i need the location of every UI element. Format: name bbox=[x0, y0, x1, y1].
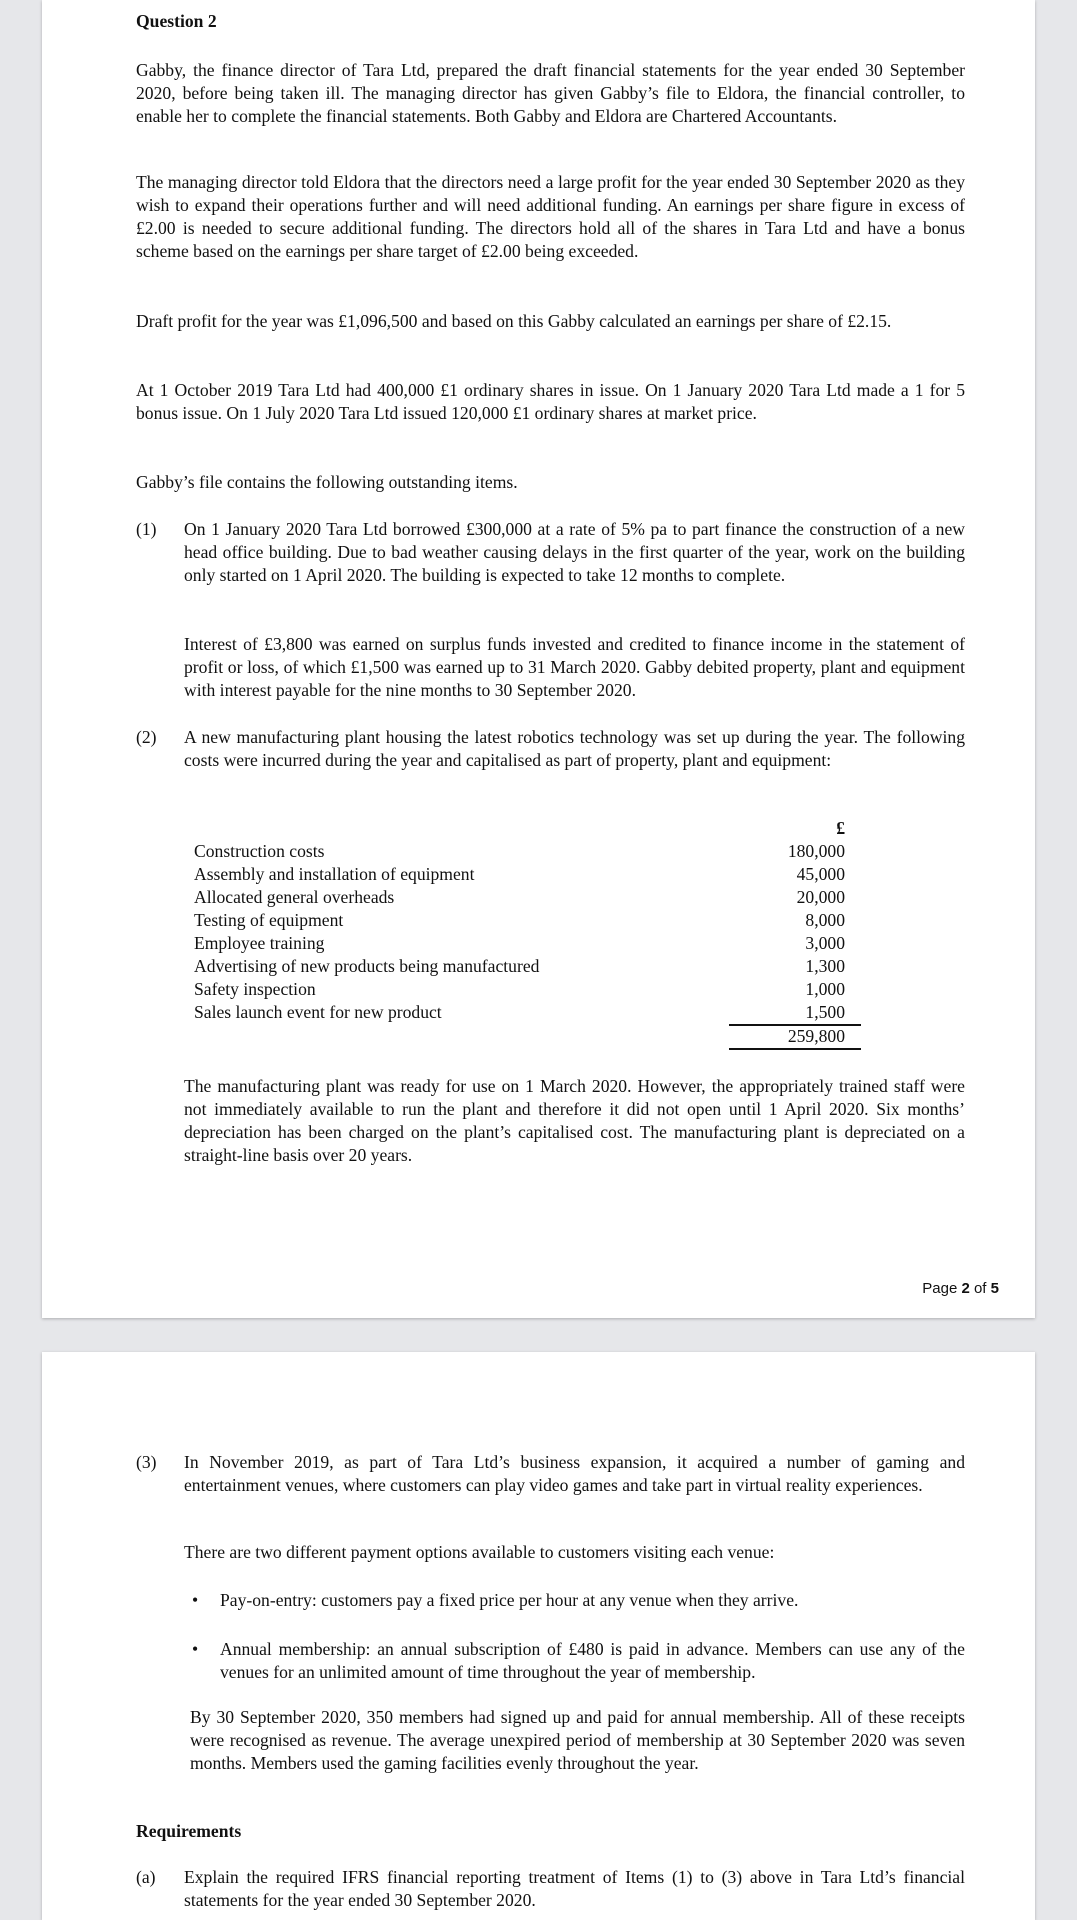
cost-value: 1,300 bbox=[805, 956, 845, 976]
item-1-paragraph-2: Interest of £3,800 was earned on surplus funds invested and credited to finance income in the statement of profit or loss, of which £1,500 was earned up to 31 March 2020. Gabby debited property, plant and equipment with interest payable for the nine months to 30 September 2020. bbox=[184, 634, 965, 700]
cost-table-currency-header: £ bbox=[836, 818, 845, 838]
item-3-paragraph-1: In November 2019, as part of Tara Ltd’s business expansion, it acquired a number of gaming and entertainment venues, where customers can play video games and take part in virtual reality experiences. bbox=[184, 1452, 965, 1495]
item-1-paragraph-1: On 1 January 2020 Tara Ltd borrowed £300,000 at a rate of 5% pa to part finance the construction of a new head office building. Due to bad weather causing delays in the first quarter of the year, work on the building only started on 1 April 2020. The building is expected to take 12 months to complete. bbox=[184, 519, 965, 585]
outstanding-items-intro: Gabby’s file contains the following outstanding items. bbox=[136, 472, 518, 492]
question-heading: Question 2 bbox=[136, 11, 217, 31]
cost-value: 1,000 bbox=[805, 979, 845, 999]
item-2-paragraph-2: The manufacturing plant was ready for use on 1 March 2020. However, the appropriately trained staff were not immediately available to run the plant and therefore it did not open until 1 April 2020. Six months’ depreciation has been charged on the plant’s capitalised cost. The manufacturing plant is depreciated on a straight-line basis over 20 years. bbox=[184, 1076, 965, 1165]
requirement-a-text: Explain the required IFRS financial reporting treatment of Items (1) to (3) above in Tara Ltd’s financial statements for the year ended 30 September 2020. bbox=[184, 1867, 965, 1910]
cost-label: Employee training bbox=[194, 933, 325, 953]
cost-label: Construction costs bbox=[194, 841, 325, 861]
cost-label: Advertising of new products being manufactured bbox=[194, 956, 540, 976]
cost-label: Assembly and installation of equipment bbox=[194, 864, 475, 884]
page-number: Page 2 of 5 bbox=[922, 1280, 999, 1297]
share-capital-paragraph: At 1 October 2019 Tara Ltd had 400,000 £1 ordinary shares in issue. On 1 January 2020 Tara Ltd made a 1 for 5 bonus issue. On 1 July 2020 Tara Ltd issued 120,000 £1 ordinary shares at market price. bbox=[136, 380, 965, 423]
cost-label: Allocated general overheads bbox=[194, 887, 395, 907]
requirements-heading: Requirements bbox=[136, 1821, 242, 1841]
cost-label: Sales launch event for new product bbox=[194, 1002, 442, 1022]
cost-value: 180,000 bbox=[787, 841, 845, 861]
bullet-item: Annual membership: an annual subscription of £480 is paid in advance. Members can use any of the venues for an unlimited amount of time throughout the year of membership. bbox=[220, 1639, 965, 1682]
cost-value: 3,000 bbox=[805, 933, 845, 953]
item-3-number: (3) bbox=[136, 1452, 157, 1472]
total-bottom-rule bbox=[729, 1048, 861, 1050]
funding-paragraph: The managing director told Eldora that the directors need a large profit for the year ended 30 September 2020 as they wish to expand their operations further and will need additional funding. An earnings per share figure in excess of £2.00 is needed to secure additional funding. The directors hold all of the shares in Tara Ltd and have a bonus scheme based on the earnings per share target of £2.00 being exceeded. bbox=[136, 172, 965, 261]
item-1-number: (1) bbox=[136, 519, 157, 539]
draft-profit-paragraph: Draft profit for the year was £1,096,500 and based on this Gabby calculated an earnings per share of £2.15. bbox=[136, 311, 892, 331]
bullet-item: Pay-on-entry: customers pay a fixed price per hour at any venue when they arrive. bbox=[220, 1590, 799, 1610]
bullet-icon: • bbox=[192, 1590, 199, 1610]
item-2-number: (2) bbox=[136, 727, 157, 747]
item-2-paragraph-1: A new manufacturing plant housing the latest robotics technology was set up during the year. The following costs were incurred during the year and capitalised as part of property, plant and equipment: bbox=[184, 727, 965, 770]
cost-value: 8,000 bbox=[805, 910, 845, 930]
requirement-a-label: (a) bbox=[136, 1867, 156, 1887]
cost-value: 1,500 bbox=[805, 1002, 845, 1022]
item-3-paragraph-3: By 30 September 2020, 350 members had signed up and paid for annual membership. All of these receipts were recognised as revenue. The average unexpired period of membership at 30 September 2020 was seven months. Members used the gaming facilities evenly throughout the year. bbox=[190, 1707, 965, 1773]
intro-paragraph: Gabby, the finance director of Tara Ltd, prepared the draft financial statements for the year ended 30 September 2020, before being taken ill. The managing director has given Gabby’s file to Eldora, the financial controller, to enable her to complete the financial statements. Both Gabby and Eldora are Chartered Accountants. bbox=[136, 60, 965, 126]
cost-total: 259,800 bbox=[787, 1026, 845, 1046]
cost-label: Safety inspection bbox=[194, 979, 316, 999]
bullet-icon: • bbox=[192, 1639, 199, 1659]
cost-value: 20,000 bbox=[796, 887, 845, 907]
cost-label: Testing of equipment bbox=[194, 910, 344, 930]
item-3-paragraph-2: There are two different payment options available to customers visiting each venue: bbox=[184, 1542, 775, 1562]
cost-value: 45,000 bbox=[796, 864, 845, 884]
